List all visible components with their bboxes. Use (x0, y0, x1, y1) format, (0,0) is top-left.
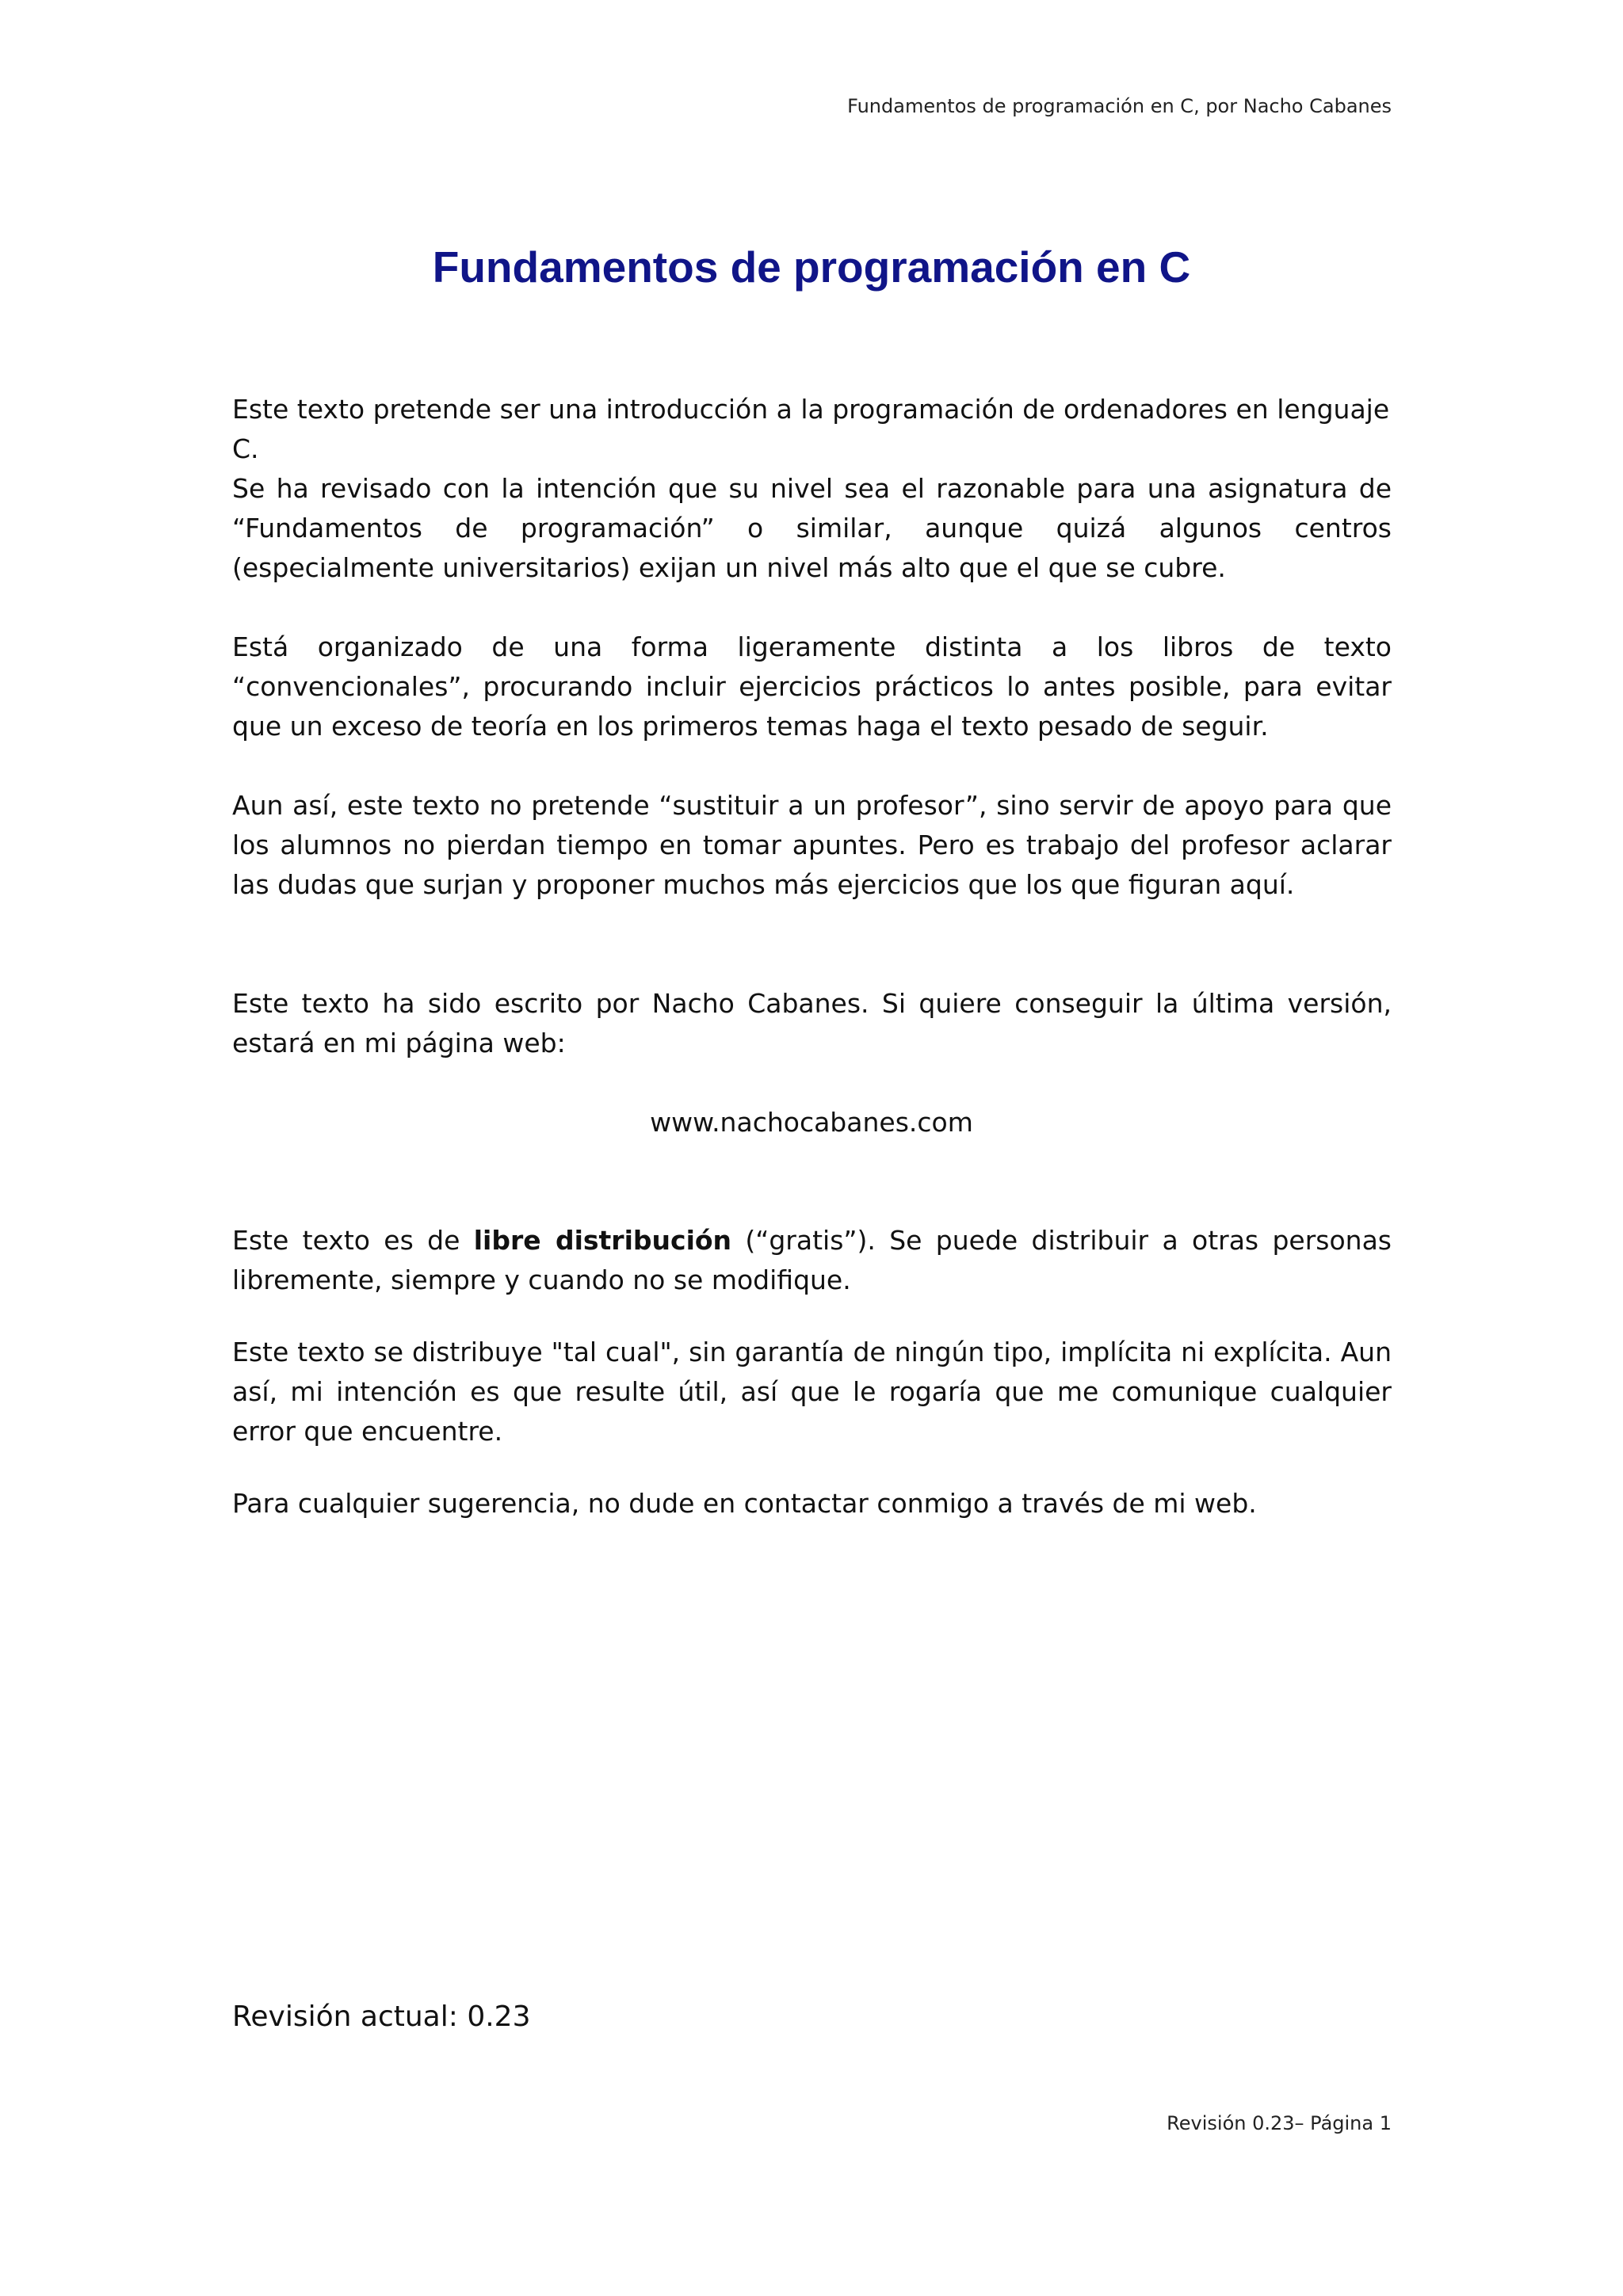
license-emphasis: libre distribución (473, 1225, 732, 1256)
document-title: Fundamentos de programación en C (432, 242, 1191, 292)
paragraph-contact: Para cualquier sugerencia, no dude en contactar conmigo a través de mi web. (232, 1488, 1257, 1519)
current-revision: Revisión actual: 0.23 (232, 2000, 531, 2033)
paragraph-warranty: Este texto se distribuye "tal cual", sin garantía de ningún tipo, implícita ni explícita. Aun así, mi intención es que resulte útil, así que le rogaría que me comunique cualquier error que encuentre. (232, 1337, 1392, 1447)
paragraph-intro: Este texto pretende ser una introducción a la programación de ordenadores en lenguaje C. (232, 394, 1390, 464)
paragraph-organization: Está organizado de una forma ligeramente distinta a los libros de texto “convencionales”, procurando incluir ejercicios prácticos lo antes posible, para evitar que un exceso de teoría en los primeros temas haga el texto pesado de seguir. (232, 631, 1392, 742)
running-header: Fundamentos de programación en C, por Nacho Cabanes (847, 95, 1392, 117)
page-footer: Revisión 0.23– Página 1 (1167, 2112, 1392, 2134)
license-text-before: Este texto es de (232, 1225, 474, 1256)
author-website-url: www.nachocabanes.com (650, 1107, 973, 1138)
paragraph-level: Se ha revisado con la intención que su nivel sea el razonable para una asignatura de “Fundamentos de programación” o similar, aunque quizá algunos centros (especialmente universitarios) exijan un nivel más alto que el que se cubre. (232, 473, 1392, 583)
paragraph-author: Este texto ha sido escrito por Nacho Cabanes. Si quiere conseguir la última versión, estará en mi página web: (232, 988, 1392, 1058)
paragraph-license (232, 1221, 1392, 1300)
paragraph-purpose: Aun así, este texto no pretende “sustituir a un profesor”, sino servir de apoyo para que los alumnos no pierdan tiempo en tomar apuntes. Pero es trabajo del profesor aclarar las dudas que surjan y proponer muchos más ejercicios que los que figuran aquí. (232, 790, 1392, 900)
license-text-after: (“gratis”). Se puede distribuir a otras personas libremente, siempre y cuando no se modifique. (232, 1225, 1392, 1295)
